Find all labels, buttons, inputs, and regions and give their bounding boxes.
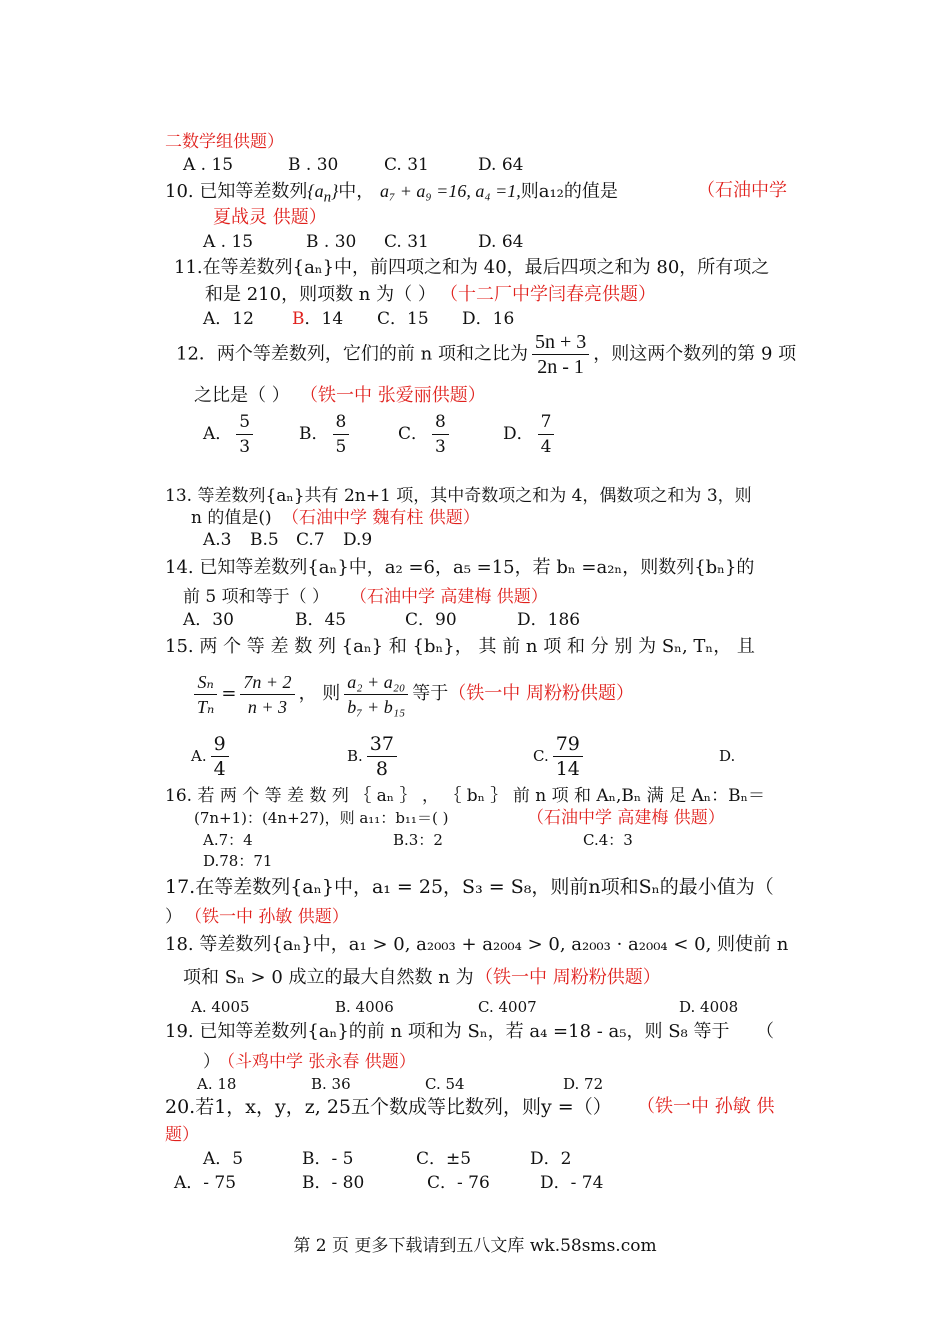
q16-stem-line1: 16. 若 两 个 等 差 数 列 ｛ aₙ ｝ ， ｛ bₙ ｝ 前 n 项 和 Aₙ,Bₙ 满 足 Aₙ：Bₙ＝: [165, 786, 765, 806]
q14-source: （石油中学 高建梅 供题）: [350, 587, 548, 607]
q14-option-d: D．186: [517, 610, 581, 630]
q18-option-b: B. 4006: [335, 998, 394, 1016]
q16-source: （石油中学 高建梅 供题）: [527, 808, 725, 828]
q20-source-2: 题）: [165, 1125, 199, 1145]
q19-source: （斗鸡中学 张永春 供题）: [218, 1052, 416, 1072]
q20-alt-option-c: C．- 76: [427, 1173, 490, 1193]
q13-stem-line1: 13. 等差数列{aₙ}共有 2n+1 项，其中奇数项之和为 4，偶数项之和为 3，则: [165, 486, 752, 506]
q15-stem-line1: 15. 两 个 等 差 数 列 {aₙ} 和 {bₙ}， 其 前 n 项 和 分 别 为 Sₙ, Tₙ， 且: [165, 636, 755, 657]
q20-option-d: D．2: [530, 1149, 572, 1169]
q15-stem-line2: $\frac{\text{Sₙ}}{\text{Tₙ}}$ = $\frac{7n + 2}{n + 3}$ ， 则 $\frac{\text{a₂ + a₂₀}}{\text{b₇ + b₁₅}}$ 等于（铁一中 周粉粉供题）: [190, 665, 634, 723]
q20-stem-line1: 20.若1，x，y，z, 25五个数成等比数列，则y =（）: [165, 1096, 612, 1118]
q12-option-a: A． $\frac{5}{3}$: [203, 410, 257, 459]
q10-option-b: B . 30: [306, 232, 357, 252]
q15-option-c: C. $\frac{79}{14}$: [533, 728, 587, 784]
q20-alt-option-d: D．- 74: [540, 1173, 604, 1193]
q10-stem: 10. 已知等差数列$\{a_n\}$中， a₇ + a₉ =16, a₄ =1,则a₁₂的值是: [165, 181, 618, 206]
q18-stem-line1: 18. 等差数列{aₙ}中，a₁ > 0, a₂₀₀₃ + a₂₀₀₄ > 0, a₂₀₀₃ · a₂₀₀₄ < 0, 则使前 n: [165, 934, 789, 955]
q9-option-d: D. 64: [478, 155, 524, 175]
q13-option-d: D.9: [343, 530, 373, 550]
q11-stem-line1: 11.在等差数列{aₙ}中，前四项之和为 40，最后四项之和为 80，所有项之: [174, 257, 770, 278]
q13-stem-line2: n 的值是(): [191, 508, 272, 528]
page-footer: 第 2 页 更多下载请到五八文库 wk.58sms.com: [293, 1236, 657, 1256]
q19-stem-line1-paren: （: [756, 1021, 774, 1042]
q14-stem-line2: 前 5 项和等于（ ）: [183, 587, 330, 607]
q14-stem-line1: 14. 已知等差数列{aₙ}中，a₂ =6，a₅ =15，若 bₙ =a₂ₙ，则数列{bₙ}的: [165, 557, 755, 578]
q20-source-1: （铁一中 孙敏 供: [637, 1096, 775, 1117]
q11-option-b: B．14: [292, 309, 344, 329]
q15-option-a: A. $\frac{9}{4}$: [191, 728, 233, 784]
q18-option-d: D. 4008: [679, 998, 739, 1016]
q16-stem-line2: (7n+1)：(4n+27)，则 a₁₁：b₁₁＝( ): [194, 809, 449, 827]
q13-source: （石油中学 魏有柱 供题）: [282, 508, 480, 528]
q18-stem-line2: 项和 Sₙ > 0 成立的最大自然数 n 为: [183, 967, 474, 988]
q15-option-d: D.: [719, 747, 736, 765]
q17-stem-line1: 17.在等差数列{aₙ}中，a₁ = 25，S₃ = S₈，则前n项和Sₙ的最小值为（: [165, 876, 774, 898]
q18-source: （铁一中 周粉粉供题）: [475, 967, 661, 988]
q11-option-d: D．16: [462, 309, 515, 329]
q14-option-c: C．90: [405, 610, 457, 630]
q10-source-1: （石油中学: [697, 180, 787, 201]
q12-option-b: B． $\frac{8}{5}$: [299, 410, 353, 459]
q12-stem-line1: 12．两个等差数列，它们的前 n 项和之比为 $\frac{5n + 3}{2n - 1}$ ，则这两个数列的第 9 项: [176, 331, 797, 378]
q9-source-tail: 二数学组供题）: [165, 132, 284, 152]
q19-option-c: C. 54: [425, 1075, 465, 1093]
q20-option-a: A．5: [203, 1149, 244, 1169]
q11-option-a: A．12: [203, 309, 254, 329]
q16-option-b: B.3：2: [393, 831, 443, 849]
q13-option-b: B.5: [250, 530, 279, 550]
q16-option-d: D.78：71: [203, 852, 273, 870]
q10-option-a: A . 15: [203, 232, 254, 252]
q11-stem-line2: 和是 210，则项数 n 为（ ）: [205, 284, 436, 305]
q13-option-a: A.3: [203, 530, 232, 550]
q19-stem-line2: ）: [203, 1052, 220, 1072]
q20-option-c: C．±5: [416, 1149, 472, 1169]
q18-option-a: A. 4005: [191, 998, 250, 1016]
q19-option-b: B. 36: [311, 1075, 351, 1093]
q13-option-c: C.7: [296, 530, 325, 550]
q15-option-b: B. $\frac{37}{8}$: [347, 728, 401, 784]
q9-option-c: C. 31: [384, 155, 429, 175]
q14-option-b: B．45: [295, 610, 347, 630]
q20-option-b: B．- 5: [302, 1149, 354, 1169]
q20-alt-option-b: B．- 80: [302, 1173, 365, 1193]
q16-option-a: A.7：4: [203, 831, 253, 849]
q18-option-c: C. 4007: [478, 998, 537, 1016]
q14-option-a: A．30: [183, 610, 234, 630]
q19-stem-line1: 19. 已知等差数列{aₙ}的前 n 项和为 Sₙ，若 a₄ =18 - a₅，则 S₈ 等于: [165, 1021, 730, 1042]
q10-option-d: D. 64: [478, 232, 524, 252]
q17-stem-line2: ）: [165, 907, 182, 927]
q20-alt-option-a: A．- 75: [174, 1173, 237, 1193]
q19-option-a: A. 18: [197, 1075, 237, 1093]
q17-source: （铁一中 孙敏 供题）: [185, 907, 349, 927]
q10-option-c: C. 31: [384, 232, 429, 252]
q12-option-d: D． $\frac{7}{4}$: [503, 410, 558, 459]
q19-option-d: D. 72: [563, 1075, 604, 1093]
q9-option-a: A . 15: [183, 155, 234, 175]
q12-source: （铁一中 张爱丽供题）: [300, 385, 486, 406]
q10-source-2: 夏战灵 供题）: [213, 207, 327, 228]
q11-source: （十二厂中学闫春亮供题）: [440, 284, 656, 305]
q11-option-c: C．15: [377, 309, 429, 329]
q16-option-c: C.4：3: [583, 831, 633, 849]
q12-option-c: C． $\frac{8}{3}$: [398, 410, 453, 459]
q12-stem-line2: 之比是（ ）: [194, 385, 290, 406]
q9-option-b: B . 30: [288, 155, 339, 175]
